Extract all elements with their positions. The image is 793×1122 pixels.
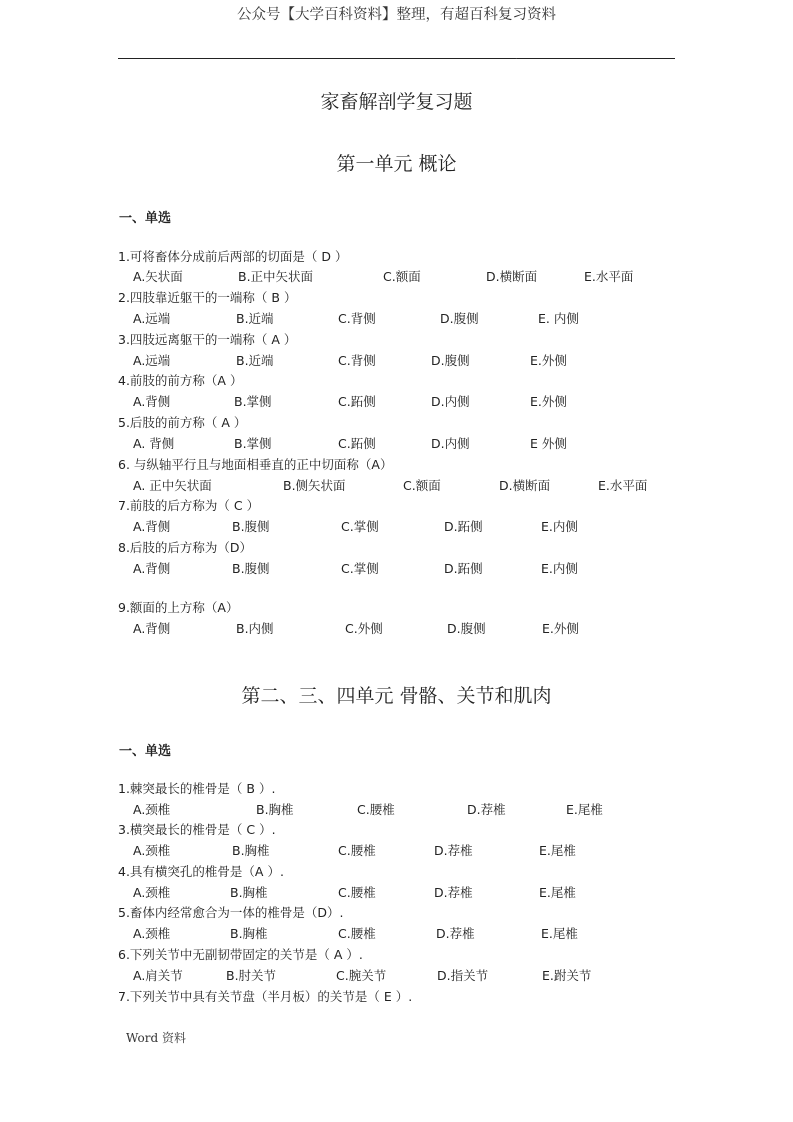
question: 1.可将畜体分成前后两部的切面是（ D ） [118,249,348,264]
document-title: 家畜解剖学复习题 [320,91,473,113]
option-a: A.颈椎 [133,885,171,900]
option-d: D.腹侧 [431,353,470,368]
option-c: C.额面 [383,269,421,284]
option-b: B.近端 [236,311,274,326]
option-b: B.腹侧 [232,561,270,576]
option-d: D.横断面 [486,269,538,284]
option-e: E.尾椎 [539,843,576,858]
option-b: B.胸椎 [256,802,294,817]
question: 4.前肢的前方称（A ） [118,373,243,388]
question: 9.额面的上方称（A） [118,600,239,615]
option-c: C.背侧 [338,311,376,326]
option-c: C.背侧 [338,353,376,368]
option-a: A.远端 [133,311,171,326]
option-a: A.背侧 [133,519,171,534]
header-rule [118,58,675,59]
option-a: A.颈椎 [133,926,171,941]
question: 5.畜体内经常愈合为一体的椎骨是（D）. [118,905,344,920]
option-a: A. 背侧 [133,436,175,451]
option-c: C.腰椎 [357,802,395,817]
option-e: E.水平面 [598,478,648,493]
option-e: E.外侧 [542,621,579,636]
option-e: E.尾椎 [566,802,603,817]
option-c: C.掌侧 [341,519,379,534]
unit1-title: 第一单元 概论 [336,153,457,175]
question: 7.前肢的后方称为（ C ） [118,498,260,513]
question: 4.具有横突孔的椎骨是（A ）. [118,864,284,879]
question: 6.下列关节中无副韧带固定的关节是（ A ）. [118,947,363,962]
option-b: B.掌侧 [234,394,272,409]
option-b: B.胸椎 [230,926,268,941]
option-c: C.腰椎 [338,885,376,900]
question: 3.四肢远离躯干的一端称（ A ） [118,332,297,347]
option-e: E.外侧 [530,353,567,368]
rule-dot: . [515,52,518,61]
option-e: E 外侧 [530,436,567,451]
option-c: C.腰椎 [338,843,376,858]
option-c: C.跖侧 [338,436,376,451]
option-e: E.水平面 [584,269,634,284]
option-c: C.额面 [403,478,441,493]
option-a: A.矢状面 [133,269,183,284]
option-c: C.跖侧 [338,394,376,409]
question: 8.后肢的后方称为（D） [118,540,253,555]
option-c: C.腕关节 [336,968,387,983]
option-e: E.跗关节 [542,968,592,983]
option-b: B.肘关节 [226,968,277,983]
option-b: B.胸椎 [232,843,270,858]
option-b: B.正中矢状面 [238,269,314,284]
option-e: E. 内侧 [538,311,579,326]
option-e: E.尾椎 [539,885,576,900]
option-e: E.内侧 [541,519,578,534]
option-a: A.背侧 [133,621,171,636]
option-d: D.荐椎 [434,843,473,858]
option-c: C.腰椎 [338,926,376,941]
option-c: C.外侧 [345,621,383,636]
option-a: A.背侧 [133,561,171,576]
option-b: B.腹侧 [232,519,270,534]
option-d: D.指关节 [437,968,489,983]
option-d: D.荐椎 [467,802,506,817]
option-c: C.掌侧 [341,561,379,576]
option-a: A.背侧 [133,394,171,409]
option-a: A. 正中矢状面 [133,478,212,493]
option-b: B.内侧 [236,621,274,636]
option-e: E.内侧 [541,561,578,576]
unit2-title: 第二、三、四单元 骨骼、关节和肌肉 [241,685,552,707]
page-footer: Word 资料 [126,1031,186,1045]
option-a: A.肩关节 [133,968,183,983]
option-d: D.腹侧 [440,311,479,326]
option-b: B.掌侧 [234,436,272,451]
question: 7.下列关节中具有关节盘（半月板）的关节是（ E ）. [118,989,413,1004]
unit2-section-heading: 一、单选 [119,744,172,759]
option-d: D.荐椎 [436,926,475,941]
question: 1.棘突最长的椎骨是（ B ）. [118,781,276,796]
page-header: 公众号【大学百科资料】整理，有超百科复习资料 [237,7,556,23]
option-e: E.外侧 [530,394,567,409]
question: 6. 与纵轴平行且与地面相垂直的正中切面称（A） [118,457,393,472]
option-d: D.横断面 [499,478,551,493]
unit1-section-heading: 一、单选 [119,211,172,226]
option-a: A.颈椎 [133,802,171,817]
option-a: A.远端 [133,353,171,368]
option-d: D.跖侧 [444,519,483,534]
option-d: D.内侧 [431,394,470,409]
option-d: D.腹侧 [447,621,486,636]
option-d: D.跖侧 [444,561,483,576]
question: 3.横突最长的椎骨是（ C ）. [118,822,276,837]
option-b: B.侧矢状面 [283,478,346,493]
option-b: B.胸椎 [230,885,268,900]
question: 5.后肢的前方称（ A ） [118,415,247,430]
question: 2.四肢靠近躯干的一端称（ B ） [118,290,297,305]
option-d: D.荐椎 [434,885,473,900]
option-b: B.近端 [236,353,274,368]
option-e: E.尾椎 [541,926,578,941]
option-d: D.内侧 [431,436,470,451]
option-a: A.颈椎 [133,843,171,858]
